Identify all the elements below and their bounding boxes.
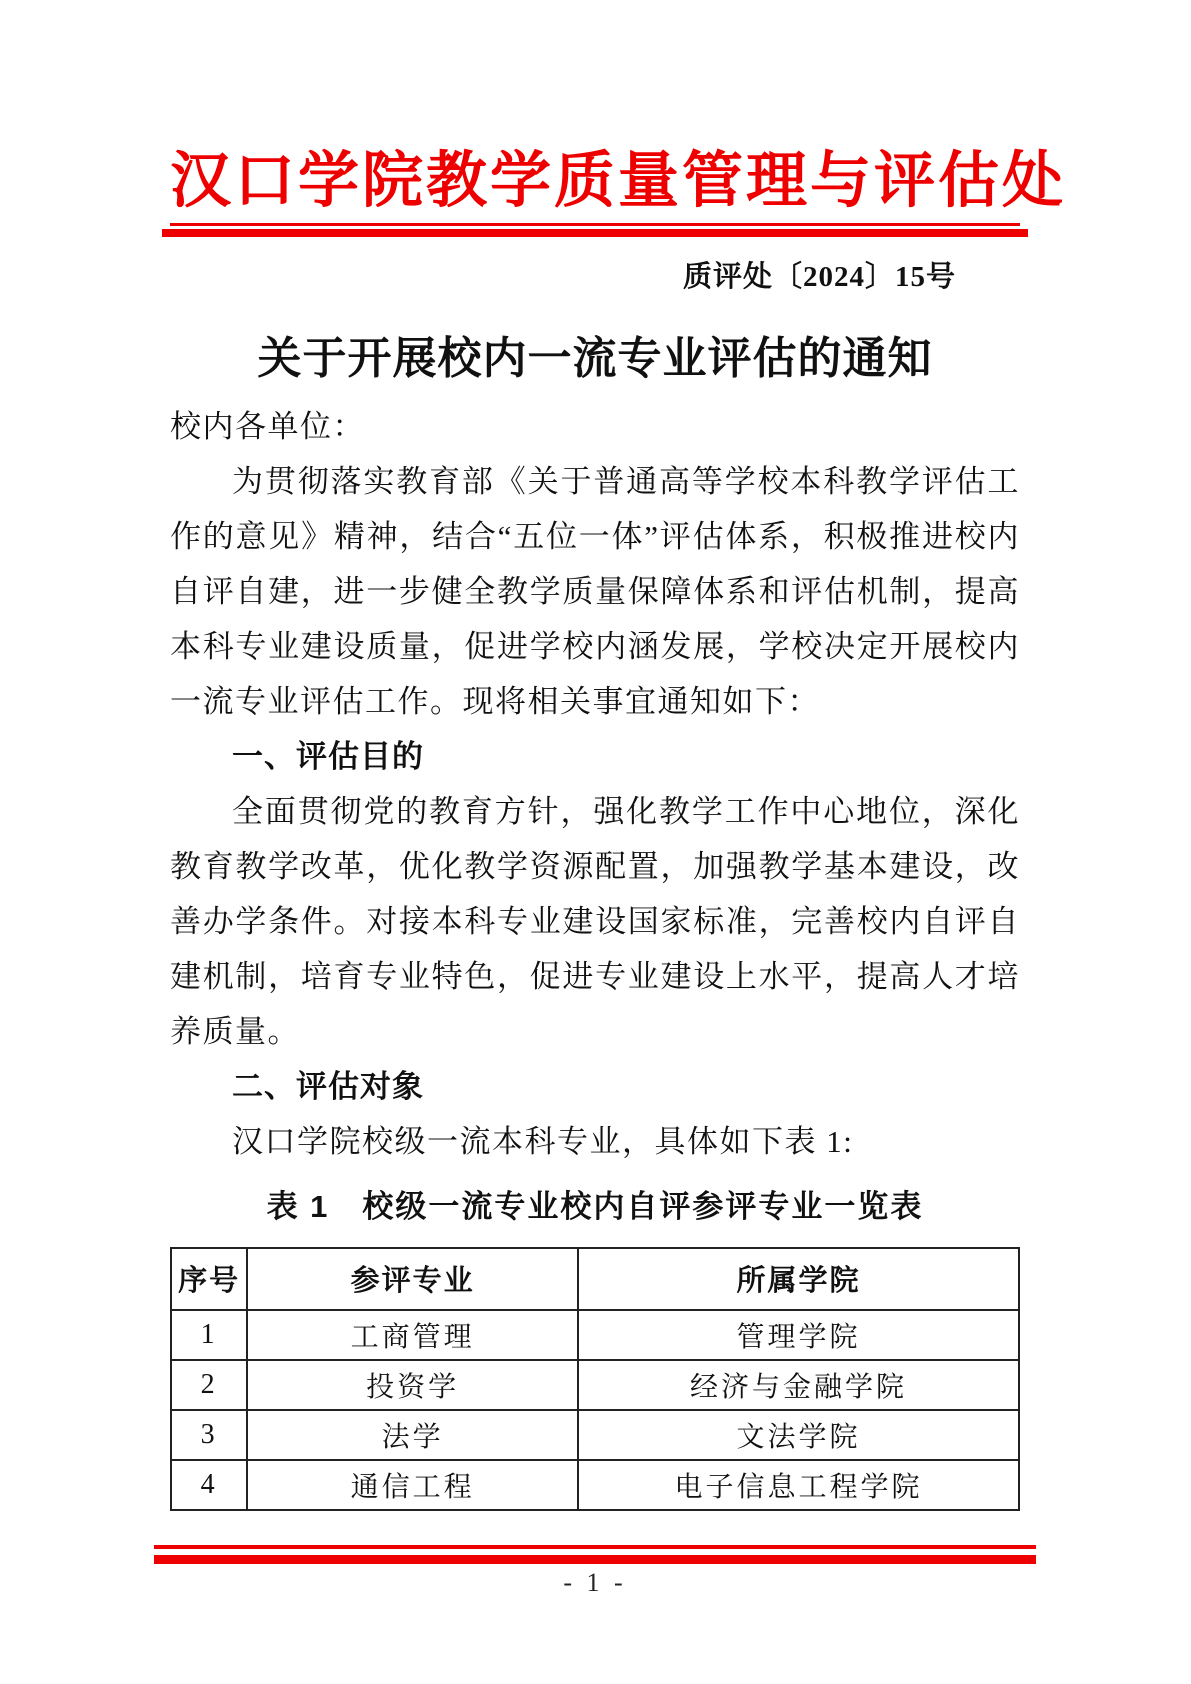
cell-school: 管理学院 [578,1310,1019,1360]
cell-major: 法学 [247,1410,578,1460]
section-heading-purpose: 一、评估目的 [232,738,424,774]
page-footer [154,1545,1036,1598]
letterhead-red-rule [162,229,1028,237]
letterhead-org-title: 汉口学院教学质量管理与评估处 [170,146,1020,226]
section-body-target: 汉口学院校级一流本科专业，具体如下表 1: [232,1123,854,1159]
notice-title: 关于开展校内一流专业评估的通知 [257,333,933,383]
cell-school: 经济与金融学院 [578,1360,1019,1410]
table-row [171,1460,1019,1510]
table-row [171,1310,1019,1360]
cell-major: 通信工程 [247,1460,578,1510]
table-caption: 表 1 校级一流专业校内自评参评专业一览表 [266,1188,924,1224]
evaluation-majors-table [170,1247,1020,1511]
cell-school: 电子信息工程学院 [578,1460,1019,1510]
cell-index: 2 [171,1360,247,1410]
cell-index: 1 [171,1310,247,1360]
intro-paragraph: 为贯彻落实教育部《关于普通高等学校本科教学评估工作的意见》精神，结合“五位一体”评估体系，积极推进校内自评自建，进一步健全教学质量保障体系和评估机制，提高本科专业建设质量，促进学校内涵发展，学校决定开展校内一流专业评估工作。现将相关事宜通知如下： [170,463,1020,719]
section-heading-target: 二、评估对象 [232,1068,424,1104]
cell-school: 文法学院 [578,1410,1019,1460]
page-number: - 1 - [563,1568,627,1597]
table-header-row [171,1248,1019,1310]
table-row [171,1360,1019,1410]
cell-major: 工商管理 [247,1310,578,1360]
document-number: 质评处〔2024〕15号 [682,260,956,293]
section-body-purpose: 全面贯彻党的教育方针，强化教学工作中心地位，深化教育教学改革，优化教学资源配置，加强教学基本建设，改善办学条件。对接本科专业建设国家标准，完善校内自评自建机制，培育专业特色，促进专业建设上水平，提高人才培养质量。 [170,793,1020,1049]
cell-major: 投资学 [247,1360,578,1410]
footer-red-rule-thin [154,1545,1036,1549]
cell-index: 4 [171,1460,247,1510]
table-row [171,1410,1019,1460]
column-header-major: 参评专业 [247,1248,578,1310]
column-header-school: 所属学院 [578,1248,1019,1310]
column-header-index: 序号 [171,1248,247,1310]
footer-red-rule-thick [154,1555,1036,1564]
salutation: 校内各单位： [170,408,365,444]
cell-index: 3 [171,1410,247,1460]
